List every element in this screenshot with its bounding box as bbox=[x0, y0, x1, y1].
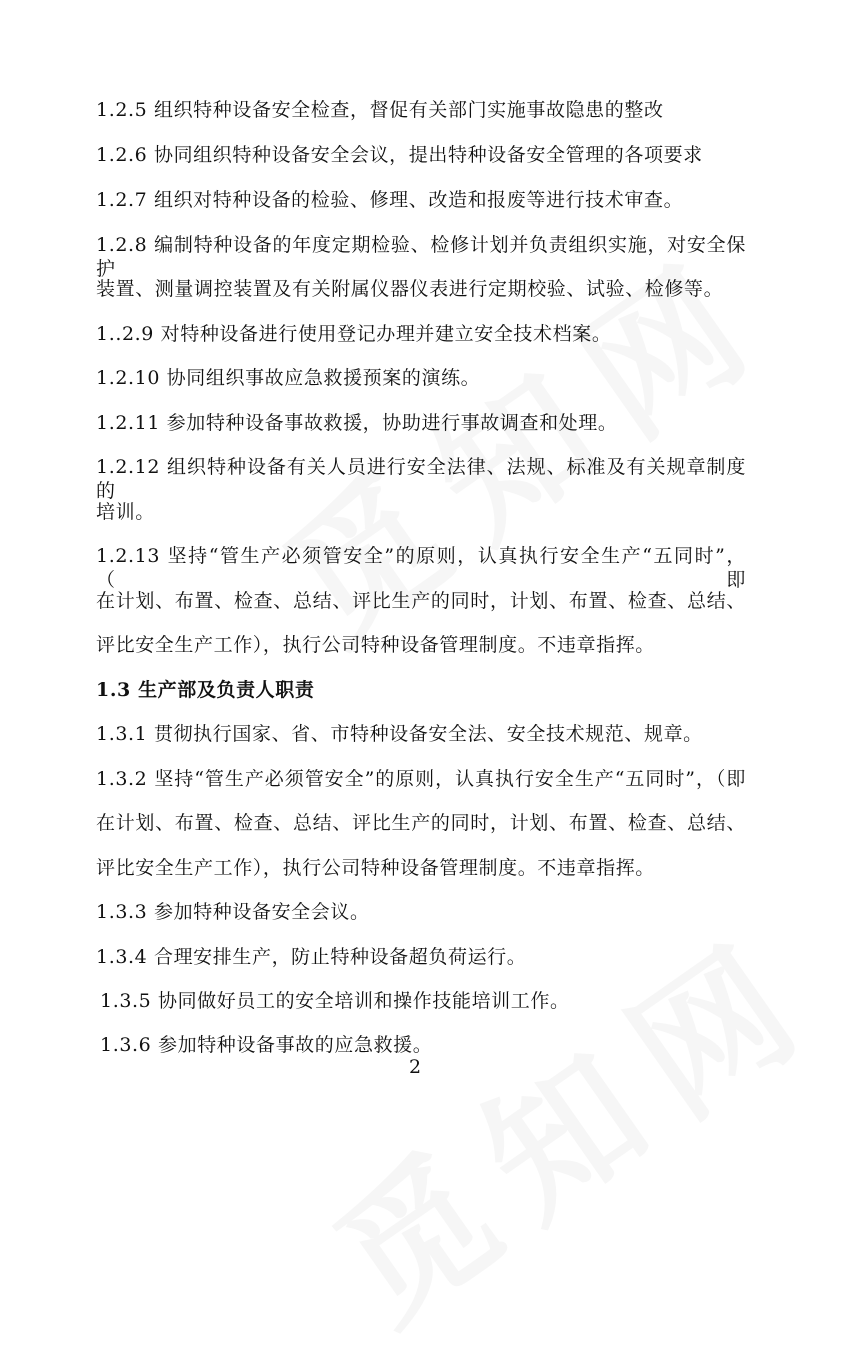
paragraph-line: 1.3.6 参加特种设备事故的应急救援。 bbox=[100, 1034, 433, 1056]
paragraph-line: 1.3.5 协同做好员工的安全培训和操作技能培训工作。 bbox=[100, 990, 570, 1012]
paragraph-line: 1.2.6 协同组织特种设备安全会议，提出特种设备安全管理的各项要求 bbox=[96, 144, 703, 166]
paragraph-line: 在计划、布置、检查、总结、评比生产的同时，计划、布置、检查、总结、 bbox=[96, 590, 746, 612]
paragraph-line: 1.2.7 组织对特种设备的检验、修理、改造和报废等进行技术审查。 bbox=[96, 189, 684, 211]
section-heading: 1.3 生产部及负责人职责 bbox=[96, 679, 315, 701]
paragraph-line: 培训。 bbox=[96, 501, 155, 523]
paragraph-line: 1.3.4 合理安排生产，防止特种设备超负荷运行。 bbox=[96, 946, 527, 968]
paragraph-line: 在计划、布置、检查、总结、评比生产的同时，计划、布置、检查、总结、 bbox=[96, 812, 746, 834]
paragraph-line: 1.2.11 参加特种设备事故救援，协助进行事故调查和处理。 bbox=[96, 412, 618, 434]
paragraph-line: 1.2.13 坚持“管生产必须管安全”的原则，认真执行安全生产“五同时”，（即 bbox=[96, 545, 746, 591]
paragraph-line: 1.3.2 坚持“管生产必须管安全”的原则，认真执行安全生产“五同时”，（即 bbox=[96, 768, 746, 790]
paragraph-line: 1..2.9 对特种设备进行使用登记办理并建立安全技术档案。 bbox=[96, 323, 612, 345]
paragraph-line: 装置、测量调控装置及有关附属仪器仪表进行定期校验、试验、检修等。 bbox=[96, 278, 724, 300]
page-number: 2 bbox=[408, 1056, 422, 1078]
paragraph-line: 1.3.3 参加特种设备安全会议。 bbox=[96, 901, 370, 923]
paragraph-line: 1.2.5 组织特种设备安全检查，督促有关部门实施事故隐患的整改 bbox=[96, 99, 664, 121]
paragraph-line: 1.2.10 协同组织事故应急救援预案的演练。 bbox=[96, 367, 481, 389]
paragraph-line: 评比安全生产工作），执行公司特种设备管理制度。不违章指挥。 bbox=[96, 857, 655, 879]
paragraph-line: 1.3.1 贯彻执行国家、省、市特种设备安全法、安全技术规范、规章。 bbox=[96, 723, 703, 745]
paragraph-line: 1.2.12 组织特种设备有关人员进行安全法律、法规、标准及有关规章制度的 bbox=[96, 456, 746, 502]
paragraph-line: 1.2.8 编制特种设备的年度定期检验、检修计划并负责组织实施，对安全保护 bbox=[96, 234, 746, 280]
paragraph-line: 评比安全生产工作），执行公司特种设备管理制度。不违章指挥。 bbox=[96, 634, 655, 656]
